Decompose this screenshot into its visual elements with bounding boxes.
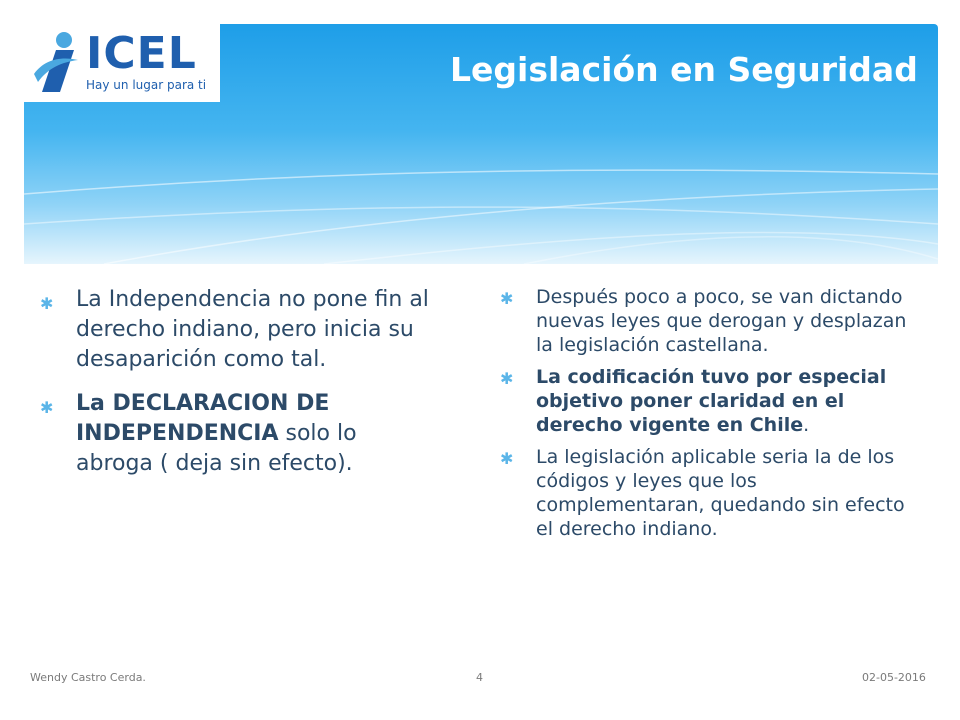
logo-tagline: Hay un lugar para ti [86, 78, 207, 92]
footer-author: Wendy Castro Cerda. [30, 671, 146, 684]
slide-title: Legislación en Seguridad [450, 50, 918, 89]
asterisk-bullet-icon: ✱ [500, 369, 514, 388]
logo-figure-icon [30, 30, 82, 96]
logo-word: ICEL [86, 28, 197, 79]
footer-date: 02-05-2016 [862, 671, 926, 684]
icel-logo [24, 24, 220, 102]
asterisk-bullet-icon: ✱ [500, 449, 514, 468]
bullet-text: Después poco a poco, se van dictando nuevas leyes que derogan y desplazan la legislación castellana. [536, 286, 907, 356]
bullet-text: La Independencia no pone fin al derecho indiano, pero inicia su desaparición como tal. [76, 287, 429, 372]
bullet-bold-text: La DECLARACION DE INDEPENDENCIA [76, 391, 330, 446]
bullet-text: solo lo abroga ( deja sin efecto). [76, 421, 357, 476]
bullet-bold-text: La codificación tuvo por especial objetivo poner claridad en el derecho vigente en Chile [536, 366, 887, 436]
asterisk-bullet-icon: ✱ [40, 294, 54, 313]
bullet-text: La legislación aplicable seria la de los códigos y leyes que los complementaran, quedando sin efecto el derecho indiano. [536, 446, 905, 540]
left-bullet-1 [40, 285, 430, 375]
left-bullet-list [40, 285, 430, 493]
right-bullet-3 [500, 445, 920, 541]
right-bullet-list [500, 285, 920, 549]
left-bullet-2 [40, 389, 430, 479]
footer-page-number: 4 [476, 671, 483, 684]
bullet-text: . [803, 414, 810, 436]
right-bullet-1 [500, 285, 920, 357]
asterisk-bullet-icon: ✱ [40, 398, 54, 417]
right-bullet-2 [500, 365, 920, 437]
asterisk-bullet-icon: ✱ [500, 289, 514, 308]
